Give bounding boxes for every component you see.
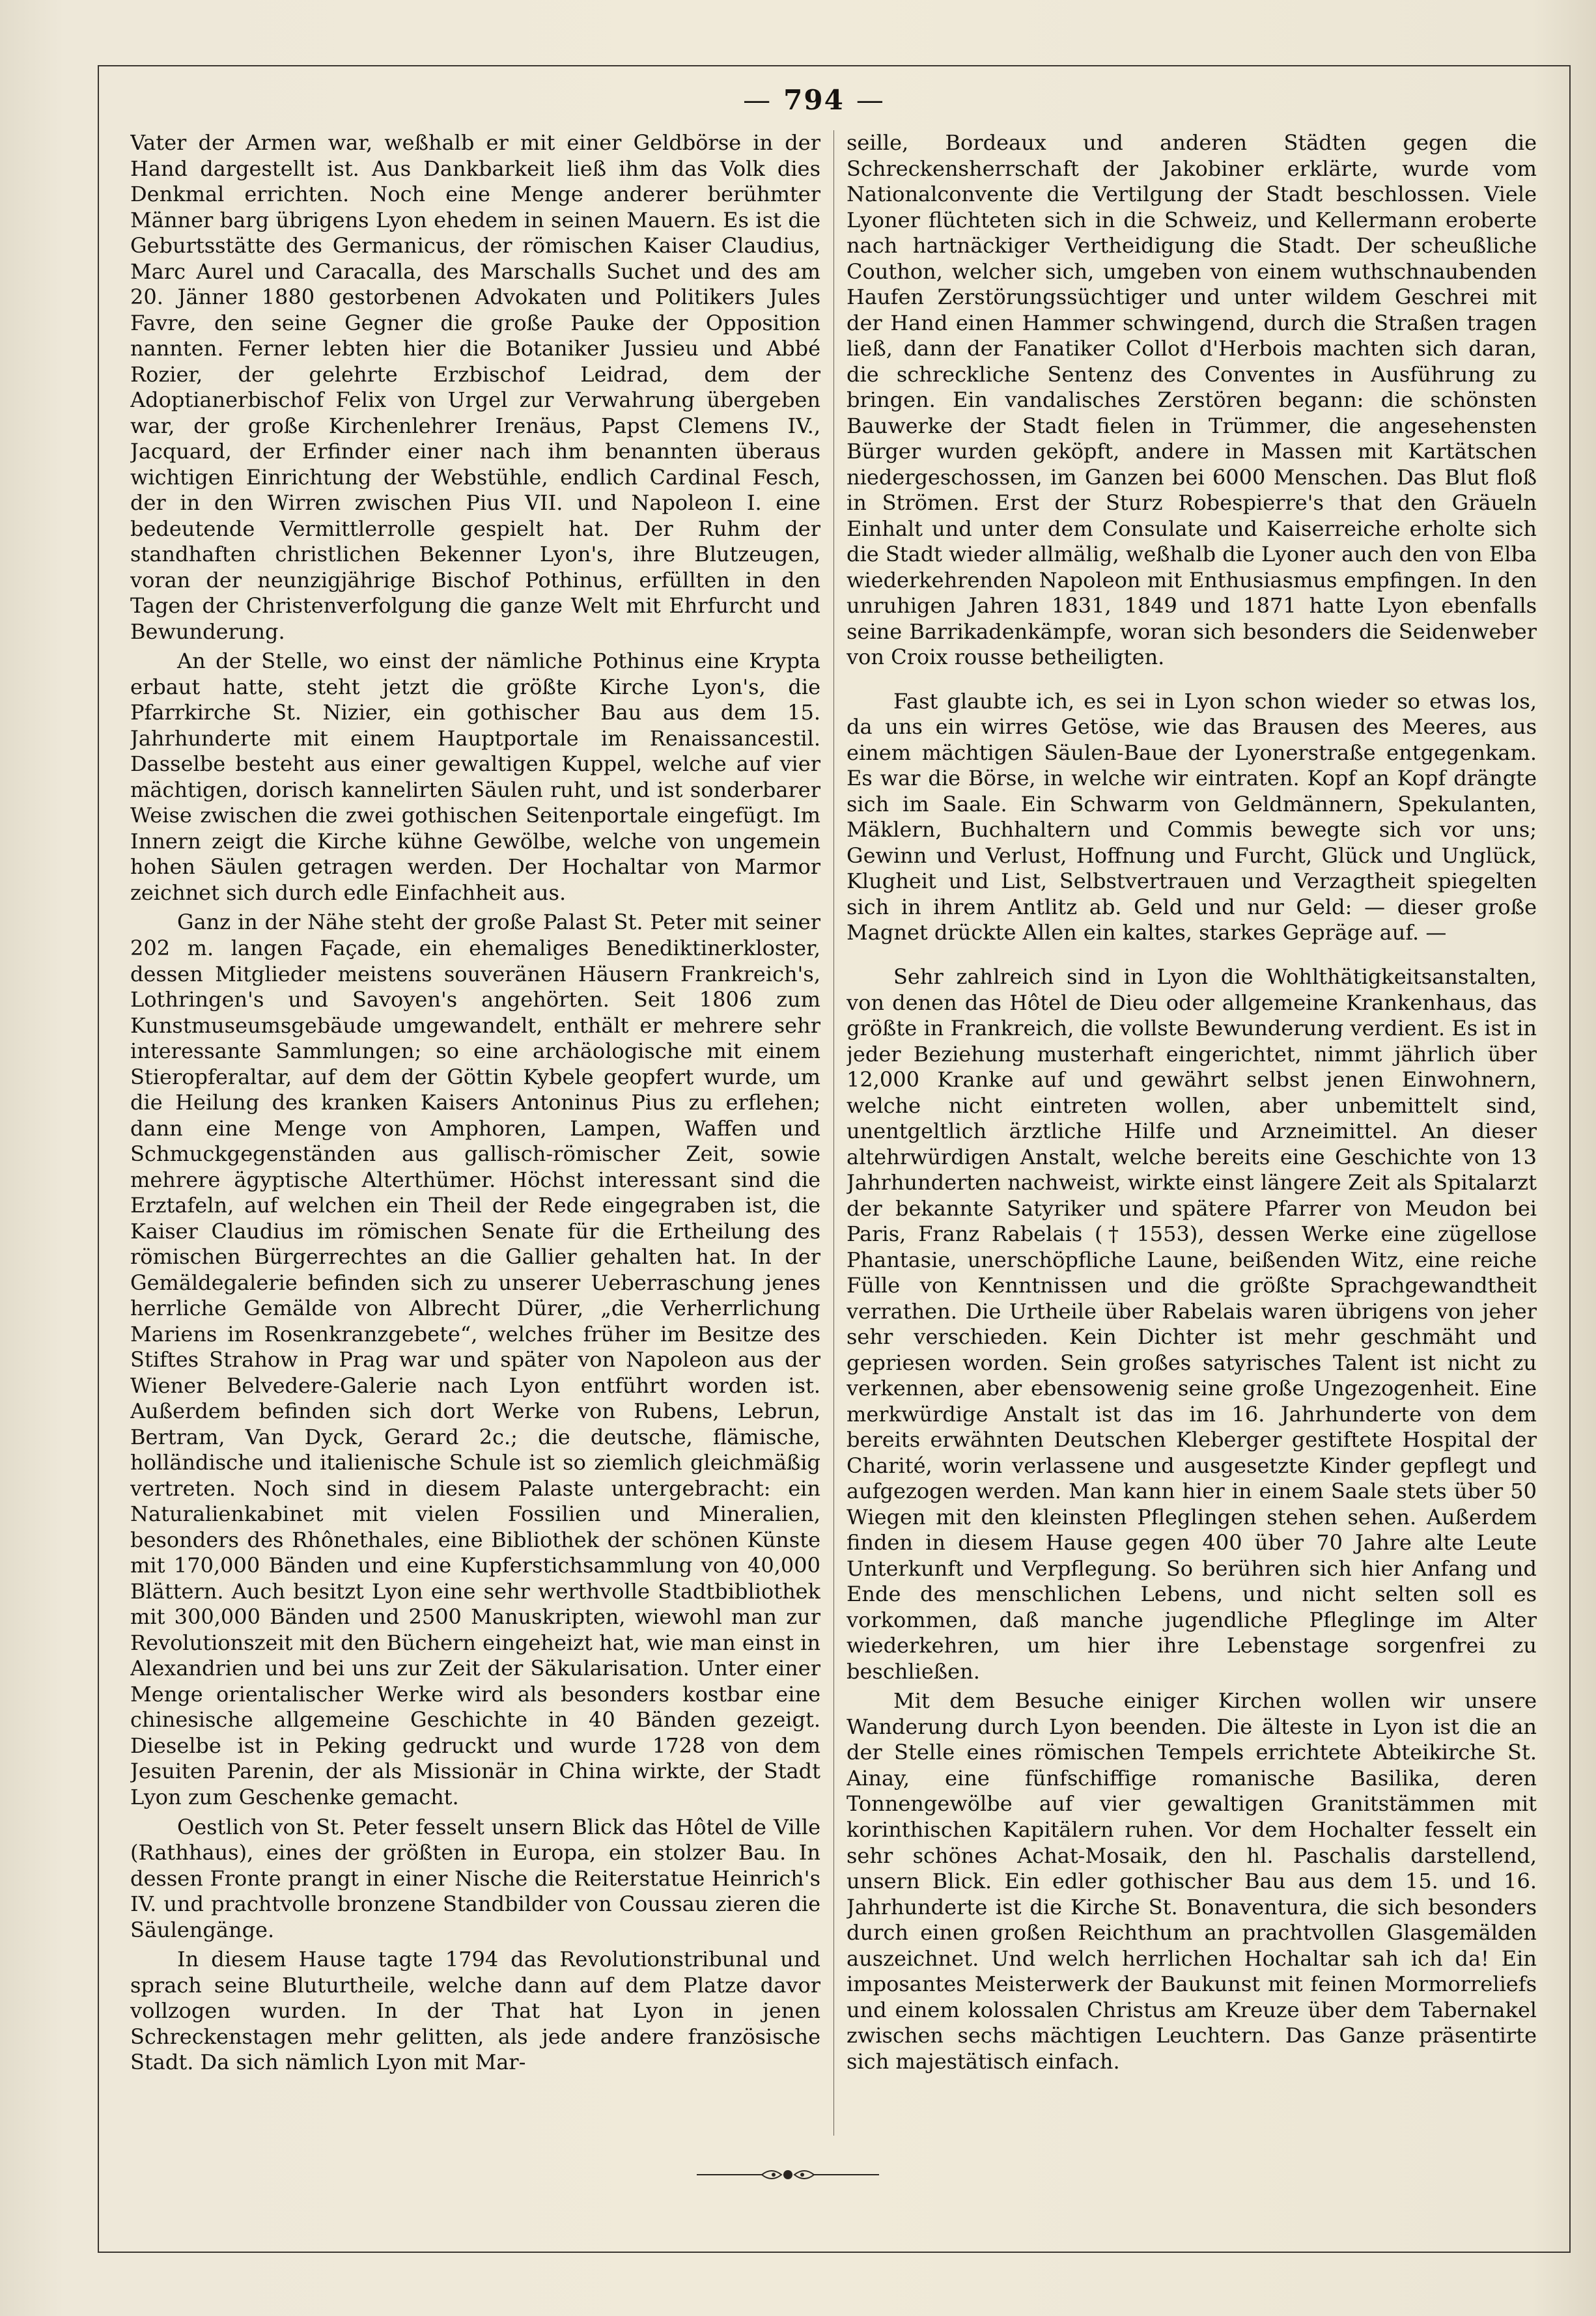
paragraph: Vater der Armen war, weßhalb er mit einer Geldbörse in der Hand dargestellt ist. Aus Dankbarkeit ließ ihm das Volk dies Denkmal errichten. Noch eine Menge anderer berühmter Männer barg übrigens Lyon ehedem in seinen Mauern. Es ist die Geburtsstätte des Germanicus, der römischen Kaiser Claudius, Marc Aurel und Caracalla, des Marschalls Suchet und des am 20. Jänner 1880 gestorbenen Advokaten und Politikers Jules Favre, den seine Gegner die große Pauke der Opposition nannten. Ferner lebten hier die Botaniker Jussieu und Abbé Rozier, der gelehrte Erzbischof Leidrad, dem der Adoptianerbischof Felix von Urgel zur Verwahrung übergeben war, der große Kirchenlehrer Irenäus, Papst Clemens IV., Jacquard, der Erfinder einer nach ihm benannten überaus wichtigen Einrichtung der Webstühle, endlich Cardinal Fesch, der in den Wirren zwischen Pius VII. und Napoleon I. eine bedeutende Vermittlerrolle gespielt hat. Der Ruhm der standhaften christlichen Bekenner Lyon's, ihre Blutzeugen, voran der neunzigjährige Bischof Pothinus, erfüllten in den Tagen der Christenverfolgung die ganze Welt mit Ehrfurcht und Bewunderung. (130, 130, 820, 644)
page-header (703, 77, 925, 122)
paragraph: An der Stelle, wo einst der nämliche Pothinus eine Krypta erbaut hatte, steht jetzt die größte Kirche Lyon's, die Pfarrkirche St. Nizier, ein gothischer Bau aus dem 15. Jahrhunderte mit einem Hauptportale im Renaissancestil. Dasselbe besteht aus einer gewaltigen Kuppel, welche auf vier mächtigen, dorisch kannelirten Säulen ruht, und ist sonderbarer Weise zwischen die zwei gothischen Seitenportale eingefügt. Im Innern zeigt die Kirche kühne Gewölbe, welche von ungemein hohen Säulen getragen werden. Der Hochaltar von Marmor zeichnet sich durch edle Einfachheit aus. (130, 649, 820, 905)
paragraph: Ganz in der Nähe steht der große Palast St. Peter mit seiner 202 m. langen Façade, ein ehemaliges Benediktinerkloster, dessen Mitglieder meistens souveränen Häusern Frankreich's, Lothringen's und Savoyen's angehörten. Seit 1806 zum Kunstmuseumsgebäude umgewandelt, enthält er mehrere sehr interessante Sammlungen; so eine archäologische mit einem Stieropferaltar, auf dem der Göttin Kybele geopfert wurde, um die Heilung des kranken Kaisers Antoninus Pius zu erflehen; dann eine Menge von Amphoren, Lampen, Waffen und Schmuckgegenständen aus gallisch-römischer Zeit, sowie mehrere ägyptische Alterthümer. Höchst interessant sind die Erztafeln, auf welchen ein Theil der Rede eingegraben ist, die Kaiser Claudius im römischen Senate für die Ertheilung des römischen Bürgerrechtes an die Gallier gehalten hat. In der Gemäldegalerie befinden sich zu unserer Ueberraschung jenes herrliche Gemälde von Albrecht Dürer, „die Verherrlichung Mariens im Rosenkranzgebete“, welches früher im Besitze des Stiftes Strahow in Prag war und später von Napoleon aus der Wiener Belvedere-Galerie nach Lyon entführt worden ist. Außerdem befinden sich dort Werke von Rubens, Lebrun, Bertram, Van Dyck, Gerard 2c.; die deutsche, flämische, holländische und italienische Schule ist so ziemlich gleichmäßig vertreten. Noch sind in diesem Palaste untergebracht: ein Naturalienkabinet mit vielen Fossilien und Mineralien, besonders des Rhônethales, eine Bibliothek der schönen Künste mit 170,000 Bänden und eine Kupferstichsammlung von 40,000 Blättern. Auch besitzt Lyon eine sehr werthvolle Stadtbibliothek mit 300,000 Bänden und 2500 Manuskripten, wiewohl man zur Revolutionszeit mit den Büchern eingeheizt hat, wie man einst in Alexandrien und bei uns zur Zeit der Säkularisation. Unter einer Menge orientalischer Werke wird als besonders kostbar eine chinesische allgemeine Geschichte in 40 Bänden gezeigt. Dieselbe ist in Peking gedruckt und wurde 1728 von dem Jesuiten Parenin, der als Missionär in China wirkte, der Stadt Lyon zum Geschenke gemacht. (130, 910, 820, 1809)
paragraph: seille, Bordeaux und anderen Städten gegen die Schreckensherrschaft der Jakobiner erklärte, wurde vom Nationalconvente die Vertilgung der Stadt beschlossen. Viele Lyoner flüchteten sich in die Schweiz, und Kellermann eroberte nach hartnäckiger Vertheidigung die Stadt. Der scheußliche Couthon, welcher sich, umgeben von einem wuthschnaubenden Haufen Zerstörungssüchtiger und unter wildem Geschrei mit der Hand einen Hammer schwingend, durch die Straßen tragen ließ, dann der Fanatiker Collot d'Herbois machten sich daran, die schreckliche Sentenz des Conventes in Ausführung zu bringen. Ein vandalisches Zerstören begann: die schönsten Bauwerke der Stadt fielen in Trümmer, die angesehensten Bürger wurden geköpft, andere in Massen mit Kartätschen niedergeschossen, im Ganzen bei 6000 Menschen. Das Blut floß in Strömen. Erst der Sturz Robespierre's that den Gräueln Einhalt und unter dem Consulate und Kaiserreiche erholte sich die Stadt wieder allmälig, weßhalb die Lyoner auch den von Elba wiederkehrenden Napoleon mit Enthusiasmus empfingen. In den unruhigen Jahren 1831, 1849 und 1871 hatte Lyon ebenfalls seine Barrikadenkämpfe, woran sich besonders die Seidenweber von Croix rousse betheiligten. (847, 130, 1537, 670)
paragraph: In diesem Hause tagte 1794 das Revolutionstribunal und sprach seine Bluturtheile, welche dann auf dem Platze davor vollzogen wurden. In der That hat Lyon in jenen Schreckenstagen mehr gelitten, als jede andere französische Stadt. Da sich nämlich Lyon mit Mar- (130, 1947, 820, 2075)
right-column (847, 130, 1537, 2142)
left-column (130, 130, 820, 2142)
paragraph: Fast glaubte ich, es sei in Lyon schon wieder so etwas los, da uns ein wirres Getöse, wie das Brausen des Meeres, aus einem mächtigen Säulen-Baue der Lyonerstraße entgegenkam. Es war die Börse, in welche wir eintraten. Kopf an Kopf drängte sich im Saale. Ein Schwarm von Geldmännern, Spekulanten, Mäklern, Buchhaltern und Commis bewegte sich vor uns; Gewinn und Verlust, Hoffnung und Furcht, Glück und Unglück, Klugheit und List, Selbstvertrauen und Verzagtheit spiegelten sich in ihrem Antlitz ab. Geld und nur Geld: — dieser große Magnet drückte Allen ein kaltes, starkes Gepräge auf. — (847, 688, 1537, 945)
paragraph: Mit dem Besuche einiger Kirchen wollen wir unsere Wanderung durch Lyon beenden. Die älteste in Lyon ist die an der Stelle eines römischen Tempels errichtete Abteikirche St. Ainay, eine fünfschiffige romanische Basilika, deren Tonnengewölbe auf vier gewaltigen Granitstämmen mit korinthischen Kapitälern ruhen. Vor dem Hochalter fesselt ein sehr schönes Achat-Mosaik, den hl. Paschalis darstellend, unsern Blick. Ein edler gothischer Bau aus dem 15. und 16. Jahrhunderte ist die Kirche St. Bonaventura, die sich besonders durch einen großen Reichthum an prachtvollen Glasgemälden auszeichnet. Und welch herrlichen Hochaltar sah ich da! Ein imposantes Meisterwerk der Baukunst mit feinen Mormorreliefs und einem kolossalen Christus am Kreuze über dem Tabernakel zwischen sechs mächtigen Leuchtern. Das Ganze präsentirte sich majestätisch einfach. (847, 1688, 1537, 2074)
paragraph: Sehr zahlreich sind in Lyon die Wohlthätigkeitsanstalten, von denen das Hôtel de Dieu oder allgemeine Krankenhaus, das größte in Frankreich, die vollste Bewunderung verdient. Es ist in jeder Beziehung musterhaft eingerichtet, nimmt jährlich über 12,000 Kranke auf und gewährt selbst jenen Einwohnern, welche nicht eintreten wollen, aber unbemittelt sind, unentgeltlich ärztliche Hilfe und Arzneimittel. An dieser altehrwürdigen Anstalt, welche bereits eine Geschichte von 13 Jahrhunderten nachweist, wirkte einst längere Zeit als Spitalarzt der bekannte Satyriker und spätere Pfarrer von Meudon bei Paris, Franz Rabelais († 1553), dessen Werke eine zügellose Phantasie, unerschöpfliche Laune, beißenden Witz, eine reiche Fülle von Kenntnissen und die größte Sprachgewandtheit verrathen. Die Urtheile über Rabelais waren übrigens von jeher sehr verschieden. Kein Dichter ist mehr geschmäht und gepriesen worden. Sein großes satyrisches Talent ist nicht zu verkennen, aber ebensowenig seine große Ungezogenheit. Eine merkwürdige Anstalt ist das im 16. Jahrhunderte von dem bereits erwähnten Deutschen Kleberger gestiftete Hospital der Charité, worin verlassene und ausgesetzte Kinder gepflegt und aufgezogen werden. Man kann hier in einem Saale stets über 50 Wiegen mit den kleinsten Pfleglingen stehen sehen. Außerdem finden in diesem Hause gegen 400 über 70 Jahre alte Leute Unterkunft und Verpflegung. So berühren sich hier Anfang und Ende des menschlichen Lebens, und nicht selten soll es vorkommen, daß manche jugendliche Pfleglinge im Alter wiederkehren, um hier ihre Lebenstage sorgenfrei zu beschließen. (847, 964, 1537, 1684)
page-number: 794 (783, 83, 845, 116)
end-of-article-ornament (690, 2162, 886, 2188)
paragraph: Oestlich von St. Peter fesselt unsern Blick das Hôtel de Ville (Rathhaus), eines der größten in Europa, ein stolzer Bau. In dessen Fronte prangt in einer Nische die Reiterstatue Heinrich's IV. und prachtvolle bronzene Standbilder von Coussau zieren die Säulengänge. (130, 1814, 820, 1942)
column-divider (833, 130, 834, 2136)
header-dash-right: — (856, 83, 885, 116)
header-dash-left: — (743, 83, 772, 116)
